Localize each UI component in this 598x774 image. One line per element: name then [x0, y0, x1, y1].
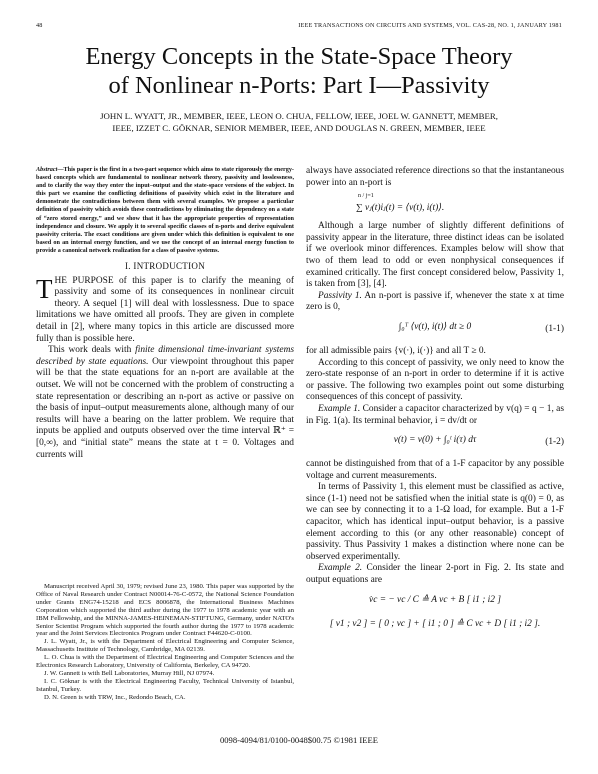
- example-2: Example 2. Consider the linear 2-port in Fig. 2. Its state and output equations are: [306, 563, 564, 586]
- equation-1-2: [306, 431, 564, 455]
- intro-paragraph-2: This work deals with finite dimensional time-invariant systems described by state equations. Our viewpoint throughout this paper will be that the state equations for an n-port are available at the outset. We will not be concerned with the problem of constructing a state representation or describing an n-port as active or passive on the basis of input–output measurements alone, although many of our results will have a bearing on the latter problem. We require that inputs be applied and outputs observed over the time interval ℝ⁺ =[0,∞), and “initial state” means the state at t = 0. Voltages and currents will: [36, 345, 294, 460]
- definition-label: Passivity 1.: [318, 290, 362, 301]
- footnote-author: D. N. Green is with TRW, Inc., Redondo Beach, CA.: [44, 693, 186, 701]
- footnote-author: J. W. Gannett is with Bell Laboratories, Murray Hill, NJ 07974.: [44, 669, 215, 677]
- authors-line-2: IEEE, IZZET C. GÖKNAR, SENIOR MEMBER, IEEE, AND DOUGLAS N. GREEN, MEMBER, IEEE: [112, 123, 486, 133]
- abstract-text: —This paper is the first in a two-part sequence which aims to state rigorously the energy-based concepts which are fundamental to nonlinear network theory, passivity and losslessness, and to clarify the way they enter the input–output and the state-space versions of the subject. In this part we examine the conflicting definitions of passivity which exist in the literature and demonstrate the contradictions between them with several examples. We propose a particular definition of passivity which avoids these contradictions by eliminating the dependency on a state of “zero stored energy,” and we show that it has the appropriate properties of representation independence and closure. We apply it to several specific classes of n-ports and derive equivalent passivity criteria. The exact conditions are given under which this definition is equivalent to one based on an internal energy function, and we use the concept of an internal energy function to provide a canonical network realization for a class of passive systems.: [36, 166, 294, 254]
- equation-1-2-body: v(t) = v(0) + ∫₀ᵗ i(τ) dτ: [393, 435, 477, 446]
- passivity-1-definition: Passivity 1. An n-port is passive if, whenever the state x at time zero is 0,: [306, 290, 564, 313]
- paper-title: [30, 42, 568, 100]
- abstract: [36, 166, 294, 255]
- authors-line-1: JOHN L. WYATT, JR., MEMBER, IEEE, LEON O. CHUA, FELLOW, IEEE, JOEL W. GANNETT, MEMBER,: [100, 111, 498, 121]
- equation-1-1-number: (1-1): [545, 323, 564, 334]
- equation-1-2-number: (1-2): [545, 437, 564, 448]
- definitions-paragraph: Although a large number of slightly different definitions of passivity appear in the literature, three distinct ideas can be isolated if we overlook minor differences. Examples below will show that two of them lead to odd or even nonphysical consequences if examined critically. The first concept considered below, Passivity 1, is taken from [3], [4].: [306, 221, 564, 290]
- intro-p1-text: HE PURPOSE of this paper is to clarify the meaning of passivity and some of its consequences in nonlinear circuit theory. A sequel [1] will deal with losslessness. Due to space limitations we have omitted all proofs. They are given in complete detail in [2], where many topics in this article are discussed more fully than is possible here.: [36, 275, 294, 344]
- footnote-author: J. L. Wyatt, Jr., is with the Department of Electrical Engineering and Computer Science, Massachusetts Institute of Technology, Cambridge, MA 02139.: [36, 638, 294, 654]
- copyright-footer: 0098-4094/81/0100-0048$00.75 ©1981 IEEE: [219, 735, 379, 745]
- journal-name: IEEE TRANSACTIONS ON CIRCUITS AND SYSTEMS, VOL. CAS-28, NO. 1, JANUARY 1981: [298, 22, 562, 29]
- title-line-2: of Nonlinear n-Ports: Part I—Passivity: [108, 72, 490, 99]
- title-line-1: Energy Concepts in the State-Space Theory: [85, 43, 513, 70]
- intro-paragraph-1: [36, 273, 294, 346]
- output-equation-body: [ v1 ; v2 ] = [ 0 ; vc ] + [ i1 ; 0 ] ≙ C vc + D [ i1 ; i2 ].: [329, 618, 541, 629]
- drop-cap: T: [36, 273, 53, 304]
- left-column: [36, 166, 294, 461]
- equation-power-sum: [356, 191, 564, 217]
- emphasized-phrase: finite dimensional time-invariant systems described by state equations.: [36, 345, 294, 367]
- example-2-label: Example 2.: [318, 563, 363, 574]
- example-1: Example 1. Consider a capacitor characterized by v(q) = q − 1, as in Fig. 1(a). Its terminal behavior, i = dv/dt or: [306, 403, 564, 426]
- indistinguishable-paragraph: cannot be distinguished from that of a 1-F capacitor by any possible voltage and current measurements.: [306, 459, 564, 481]
- abstract-label: Abstract: [36, 166, 58, 173]
- page-number: 48: [36, 22, 43, 29]
- output-equation: [306, 615, 564, 635]
- admissible-pairs-paragraph: for all admissible pairs {v(·), i(·)} and all T ≥ 0.: [306, 345, 486, 356]
- right-column: [306, 166, 564, 639]
- sum-expression: ∑ vⱼ(t)iⱼ(t) = ⟨v(t), i(t)⟩.: [356, 202, 445, 213]
- example-1-label: Example 1.: [318, 403, 361, 414]
- zero-state-paragraph: According to this concept of passivity, we only need to know the zero-state response of an n-port in order to determine if it is active or passive. The following two examples point out some disturbing consequences of this concept of passivity.: [306, 357, 564, 403]
- footnote-author: I. C. Göknar is with the Electrical Engineering Faculty, Technical University of Istanbul, Istanbul, Turkey.: [36, 677, 294, 693]
- footnotes: [36, 583, 294, 702]
- power-paragraph: always have associated reference directions so that the instantaneous power into an n-port is: [306, 166, 564, 188]
- equation-1-1: [306, 318, 564, 342]
- equation-1-1-body: ∫₀ᵀ ⟨v(t), i(t)⟩ dt ≥ 0: [398, 321, 472, 332]
- author-list: [40, 110, 558, 134]
- passivity-1-critique: In terms of Passivity 1, this element must be classified as active, since (1-1) need not be satisfied when the initial state is q(0) = 0, as we can see by connecting it to a 1-Ω load, for example. But a 1-F capacitor, which has identical input–output behavior, is a passive element according to this (or any other reasonable) concept of passivity. Thus Passivity 1 makes a distinction where none can be observed experimentally.: [306, 482, 564, 562]
- state-equation: [306, 591, 564, 611]
- state-equation-body: v̇c = − vc / C ≙ A vc + B [ i1 ; i2 ]: [369, 594, 501, 605]
- footnote-author: L. O. Chua is with the Department of Electrical Engineering and Computer Sciences and the Electronics Research Laboratory, University of California, Berkeley, CA 94720.: [36, 654, 294, 670]
- footnote-manuscript: Manuscript received April 30, 1979; revised June 23, 1980. This paper was supported by the Office of Naval Research under Contract N00014-76-C-0572, the National Science Foundation under Grants ENG74-15218 and ECS 8006878, the International Business Machines Corporation which supported the third author during the 1977 to 1978 academic year with an IBM Fellowship, and the MINNA-JAMES-HEINEMAN-STIFTUNG, Germany, under NATO's Senior Scientist Program which supported the fourth author during the 1977 to 1978 academic year and the Joint Services Electronics Program under Contract F44620-C-0100.: [36, 583, 294, 638]
- section-heading: I. INTRODUCTION: [125, 261, 205, 272]
- sum-limits: n / j=1: [358, 193, 374, 200]
